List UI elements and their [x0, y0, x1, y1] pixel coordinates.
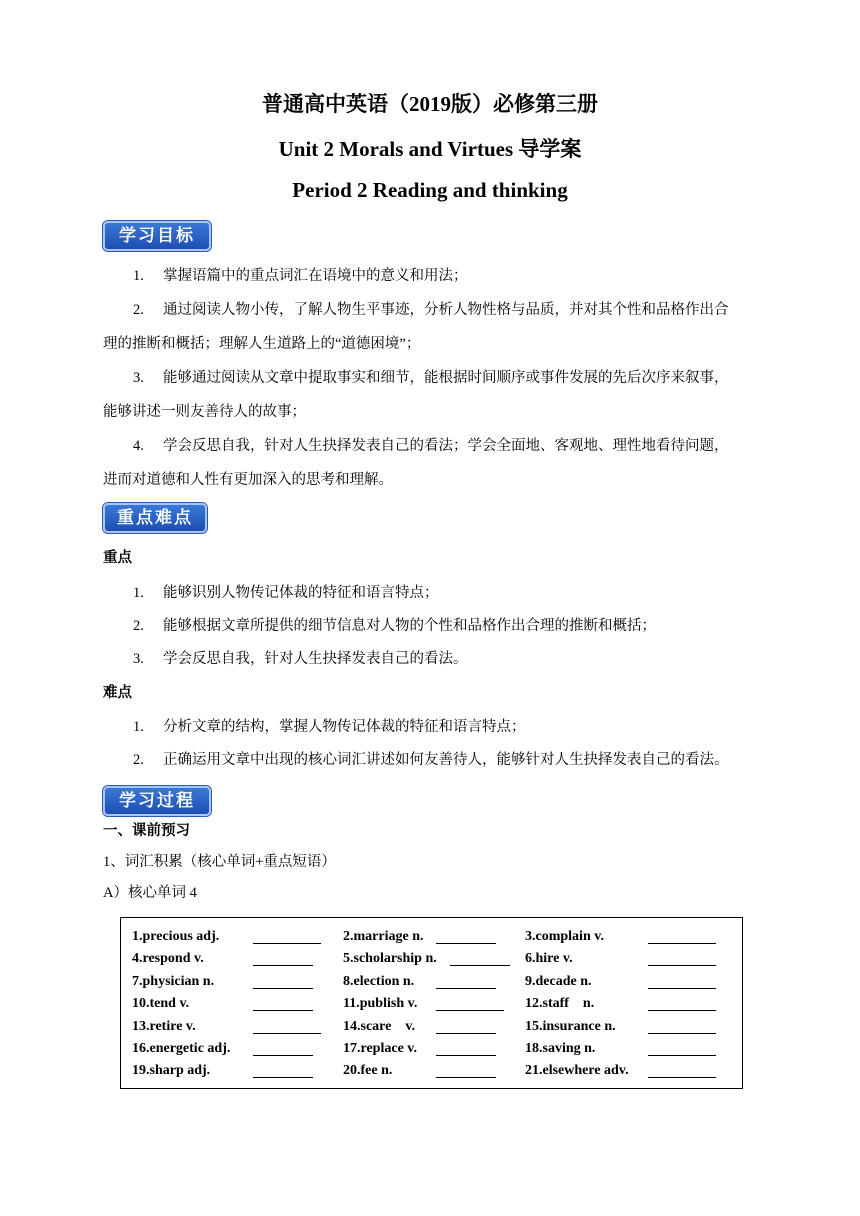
- answer-blank[interactable]: [253, 1055, 313, 1056]
- objective-number: 3.: [133, 370, 144, 386]
- process-badge: 学习过程: [103, 786, 211, 816]
- objectives-badge: 学习目标: [103, 221, 211, 251]
- key-point-number: 1.: [133, 585, 144, 601]
- key-points-label: 重点: [103, 550, 132, 566]
- answer-blank[interactable]: [436, 1010, 504, 1011]
- difficult-point-text: 正确运用文章中出现的核心词汇讲述如何友善待人，能够针对人生抉择发表自己的看法。: [163, 752, 729, 768]
- answer-blank[interactable]: [648, 943, 716, 944]
- difficult-point-number: 1.: [133, 719, 144, 735]
- objective-text: 掌握语篇中的重点词汇在语境中的意义和用法；: [163, 268, 468, 284]
- vocab-word: 6.hire v.: [525, 951, 573, 966]
- vocab-word: 4.respond v.: [132, 951, 204, 966]
- vocab-word: 19.sharp adj.: [132, 1063, 211, 1078]
- answer-blank[interactable]: [436, 1077, 496, 1078]
- vocab-word: 2.marriage n.: [343, 929, 424, 944]
- objective-text-continued: 理的推断和概括；理解人生道路上的“道德困境”；: [103, 336, 421, 352]
- answer-blank[interactable]: [648, 1077, 716, 1078]
- objective-number: 1.: [133, 268, 144, 284]
- answer-blank[interactable]: [253, 988, 313, 989]
- objective-text-continued: 能够讲述一则友善待人的故事；: [103, 404, 306, 420]
- objective-text: 通过阅读人物小传，了解人物生平事迹，分析人物性格与品质，并对其个性和品格作出合: [163, 302, 729, 318]
- objective-number: 2.: [133, 302, 144, 318]
- vocab-word: 1.precious adj.: [132, 929, 220, 944]
- answer-blank[interactable]: [436, 1033, 496, 1034]
- period-title: Period 2 Reading and thinking: [292, 178, 568, 202]
- vocab-word: 21.elsewhere adv.: [525, 1063, 629, 1078]
- vocab-word: 10.tend v.: [132, 996, 190, 1011]
- key-point-text: 能够根据文章所提供的细节信息对人物的个性和品格作出合理的推断和概括；: [163, 618, 656, 634]
- answer-blank[interactable]: [253, 943, 321, 944]
- core-words-heading: A）核心单词 4: [103, 885, 197, 901]
- difficult-point-text: 分析文章的结构，掌握人物传记体裁的特征和语言特点；: [163, 719, 526, 735]
- vocab-word: 9.decade n.: [525, 974, 592, 989]
- vocab-word: 7.physician n.: [132, 974, 215, 989]
- objective-text: 学会反思自我，针对人生抉择发表自己的看法；学会全面地、客观地、理性地看待问题，: [163, 438, 729, 454]
- vocab-word: 18.saving n.: [525, 1041, 596, 1056]
- vocab-subheading: 1、词汇积累（核心单词+重点短语）: [103, 854, 336, 870]
- key-point-number: 3.: [133, 651, 144, 667]
- vocab-word: 20.fee n.: [343, 1063, 393, 1078]
- vocab-word: 11.publish v.: [343, 996, 418, 1011]
- key-point-text: 能够识别人物传记体裁的特征和语言特点；: [163, 585, 439, 601]
- section-heading: 一、课前预习: [103, 823, 190, 839]
- vocab-word: 14.scare v.: [343, 1019, 416, 1034]
- unit-title: Unit 2 Morals and Virtues 导学案: [278, 137, 582, 161]
- answer-blank[interactable]: [648, 1010, 716, 1011]
- objective-text: 能够通过阅读从文章中提取事实和细节，能根据时间顺序或事件发展的先后次序来叙事，: [163, 370, 729, 386]
- vocab-word: 3.complain v.: [525, 929, 604, 944]
- answer-blank[interactable]: [436, 988, 496, 989]
- difficult-point-number: 2.: [133, 752, 144, 768]
- document-title: 普通高中英语（2019版）必修第三册: [262, 92, 598, 116]
- difficult-points-label: 难点: [103, 685, 132, 701]
- key-point-text: 学会反思自我，针对人生抉择发表自己的看法。: [163, 651, 468, 667]
- keypoints-badge: 重点难点: [103, 503, 207, 533]
- answer-blank[interactable]: [648, 1055, 716, 1056]
- vocab-word: 12.staff n.: [525, 996, 595, 1011]
- answer-blank[interactable]: [648, 965, 716, 966]
- key-point-number: 2.: [133, 618, 144, 634]
- vocab-word: 5.scholarship n.: [343, 951, 437, 966]
- vocab-word: 13.retire v.: [132, 1019, 196, 1034]
- answer-blank[interactable]: [648, 1033, 716, 1034]
- vocab-word: 8.election n.: [343, 974, 415, 989]
- answer-blank[interactable]: [253, 1033, 321, 1034]
- vocab-word: 17.replace v.: [343, 1041, 418, 1056]
- objective-number: 4.: [133, 438, 144, 454]
- answer-blank[interactable]: [253, 1077, 313, 1078]
- vocab-word: 16.energetic adj.: [132, 1041, 231, 1056]
- answer-blank[interactable]: [648, 988, 716, 989]
- answer-blank[interactable]: [436, 1055, 496, 1056]
- vocab-word: 15.insurance n.: [525, 1019, 616, 1034]
- vocab-table: [120, 917, 743, 1089]
- answer-blank[interactable]: [253, 965, 313, 966]
- objective-text-continued: 进而对道德和人性有更加深入的思考和理解。: [103, 472, 393, 488]
- answer-blank[interactable]: [436, 943, 496, 944]
- answer-blank[interactable]: [253, 1010, 313, 1011]
- answer-blank[interactable]: [450, 965, 510, 966]
